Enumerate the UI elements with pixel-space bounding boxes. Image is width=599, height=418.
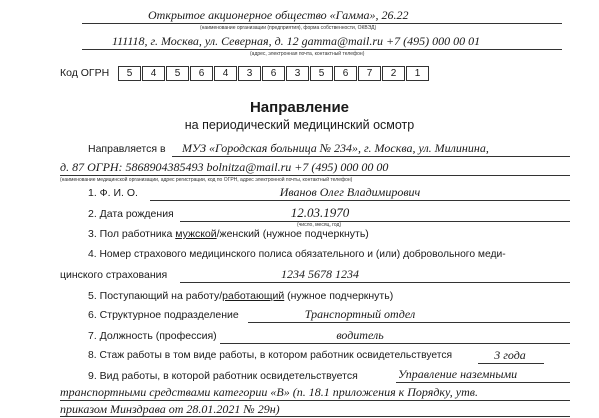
work-type-underline-3	[60, 416, 570, 417]
dept-label: 6. Структурное подразделение	[88, 309, 239, 321]
direction-label: Направляется в	[88, 143, 166, 155]
position-value: водитель	[336, 328, 384, 342]
ogrn-label: Код ОГРН	[60, 67, 110, 79]
gender-selected: мужской	[175, 228, 217, 240]
ogrn-digit: 3	[238, 66, 261, 81]
work-type-value-1: Управление наземными	[398, 367, 518, 381]
document-title: Направление	[249, 99, 350, 116]
experience-underline	[478, 363, 544, 364]
work-type-label: 9. Вид работы, в которой работник освидетельствуется	[88, 370, 358, 382]
direction-line-1: МУЗ «Городская больница № 234», г. Москва, ул. Милинина,	[182, 141, 489, 155]
direction-underline-1	[172, 156, 570, 157]
experience-label: 8. Стаж работы в том виде работы, в котором работник освидетельствуется	[88, 350, 453, 361]
ogrn-digit: 7	[358, 66, 381, 81]
position-underline	[220, 343, 570, 344]
organization-name-line	[82, 23, 562, 24]
dob-label: 2. Дата рождения	[88, 208, 174, 220]
status-label-prefix: 5. Поступающий на работу/	[88, 290, 223, 302]
gender-field	[88, 228, 369, 240]
dob-caption: (число, месяц, год)	[297, 222, 342, 228]
direction-caption: (наименование медицинской организации, адрес регистрации, код по ОГРН, адрес электронной почты, контактный телефон)	[60, 177, 353, 183]
status-label-suffix: (нужное подчеркнуть)	[284, 290, 394, 302]
organization-address: 111118, г. Москва, ул. Северная, д. 12 gamma@mail.ru +7 (495) 000 00 01	[112, 34, 481, 48]
ogrn-digit: 1	[406, 66, 429, 81]
ogrn-digit: 6	[190, 66, 213, 81]
ogrn-digit: 5	[118, 66, 141, 81]
gender-label-suffix: /женский (нужное подчеркнуть)	[216, 228, 369, 240]
direction-underline-2	[60, 175, 570, 176]
organization-name-caption: (наименование организации (предприятия), форма собственности, ОКВЭД)	[200, 25, 377, 31]
policy-underline	[180, 282, 570, 283]
experience-value: 3 года	[494, 348, 526, 362]
policy-label-2: цинского страхования	[60, 269, 168, 281]
fio-underline	[150, 200, 570, 201]
work-type-value-2: транспортными средствами категории «В» (п. 18.1 приложения к Порядку, утв.	[60, 385, 478, 399]
ogrn-digit: 6	[334, 66, 357, 81]
work-type-underline-1	[396, 382, 570, 383]
dob-value: 12.03.1970	[290, 205, 350, 220]
organization-name: Открытое акционерное общество «Гамма», 26.22	[148, 8, 409, 22]
dob-underline	[180, 221, 570, 222]
ogrn-digit: 2	[382, 66, 405, 81]
direction-line-2: д. 87 ОГРН: 5868904385493 bolnitza@mail.ru +7 (495) 000 00 00	[60, 160, 389, 174]
status-field	[88, 290, 393, 302]
ogrn-digit: 4	[214, 66, 237, 81]
organization-address-line	[82, 49, 562, 50]
fio-value: Иванов Олег Владимирович	[279, 185, 421, 199]
ogrn-digit: 5	[166, 66, 189, 81]
status-selected: работающий	[222, 290, 285, 302]
work-type-value-3: приказом Минздрава от 28.01.2021 № 29н)	[60, 402, 280, 416]
organization-address-caption: (адрес, электронная почта, контактный телефон)	[250, 51, 365, 57]
gender-label-prefix: 3. Пол работника	[88, 228, 176, 240]
position-label: 7. Должность (профессия)	[88, 330, 217, 342]
dept-underline	[248, 322, 570, 323]
policy-value: 1234 5678 1234	[281, 267, 359, 281]
ogrn-digit: 3	[286, 66, 309, 81]
fio-label: 1. Ф. И. О.	[88, 187, 138, 199]
ogrn-digit: 6	[262, 66, 285, 81]
dept-value: Транспортный отдел	[304, 307, 416, 321]
ogrn-digit: 4	[142, 66, 165, 81]
work-type-underline-2	[60, 400, 570, 401]
ogrn-digit: 5	[310, 66, 333, 81]
policy-label-1: 4. Номер страхового медицинского полиса обязательного и (или) добровольного меди-	[88, 249, 506, 260]
document-subtitle: на периодический медицинский осмотр	[184, 118, 415, 132]
